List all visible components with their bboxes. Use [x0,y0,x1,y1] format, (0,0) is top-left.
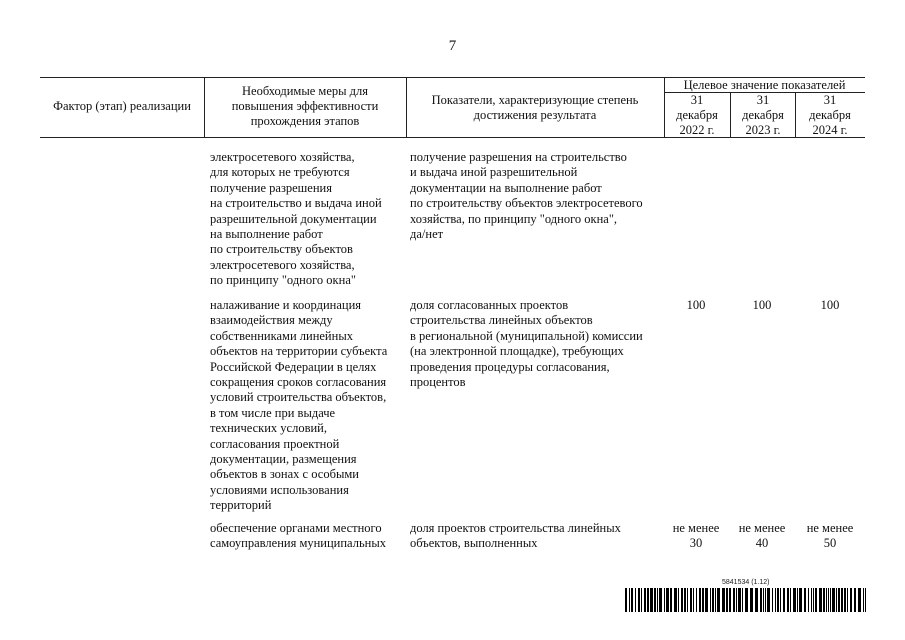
row-3-measure: обеспечение органами местного самоуправления муниципальных [210,521,386,551]
barcode-number: 5841534 (1.12) [722,579,770,586]
header-indicators: Показатели, характеризующие степень достижения результата [431,93,639,122]
header-factor: Фактор (этап) реализации [53,99,191,113]
row-2-value-2022: 100 [686,298,706,312]
header-year-2024: 31 декабря 2024 г. [809,93,851,137]
barcode-image [625,588,867,612]
row-1-indicator: получение разрешения на строительство и выдача иной разрешительной документации на выполнение работ по строительству объектов электросетевого хозяйства, по принципу "одного окна", да/нет [410,150,643,242]
header-target-values: Целевое значение показателей [683,78,846,92]
row-3-value-2022: не менее 30 [672,521,720,551]
row-2-value-2024: 100 [820,298,840,312]
page-number: 7 [448,38,457,54]
header-measures: Необходимые меры для повышения эффективности прохождения этапов [231,84,379,128]
row-2-indicator: доля согласованных проектов строительства линейных объектов в региональной (муниципальной) комиссии (на электронной площадке), требующих проведения процедуры согласования, процентов [410,298,643,390]
table-col-divider-4 [730,92,731,137]
table-col-divider-2 [406,77,407,137]
header-year-2023: 31 декабря 2023 г. [742,93,784,137]
table-col-divider-5 [795,92,796,137]
row-3-indicator: доля проектов строительства линейных объектов, выполненных [410,521,621,551]
header-year-2022: 31 декабря 2022 г. [676,93,718,137]
row-3-value-2024: не менее 50 [806,521,854,551]
row-2-value-2023: 100 [752,298,772,312]
row-3-value-2023: не менее 40 [738,521,786,551]
row-2-measure: налаживание и координация взаимодействия между собственниками линейных объектов на территории субъекта Российской Федерации в целях сокращения сроков согласования условий строительства объектов, в том числе при выдаче технических условий, согласования проектной документации, размещения объектов в зонах с особыми условиями использования территорий [210,298,388,513]
table-col-divider-1 [204,77,205,137]
row-1-measure: электросетевого хозяйства, для которых не требуются получение разрешения на строительство и выдача иной разрешительной документации на выполнение работ по строительству объектов электросетевого хозяйства, по принципу "одного окна" [210,150,382,288]
